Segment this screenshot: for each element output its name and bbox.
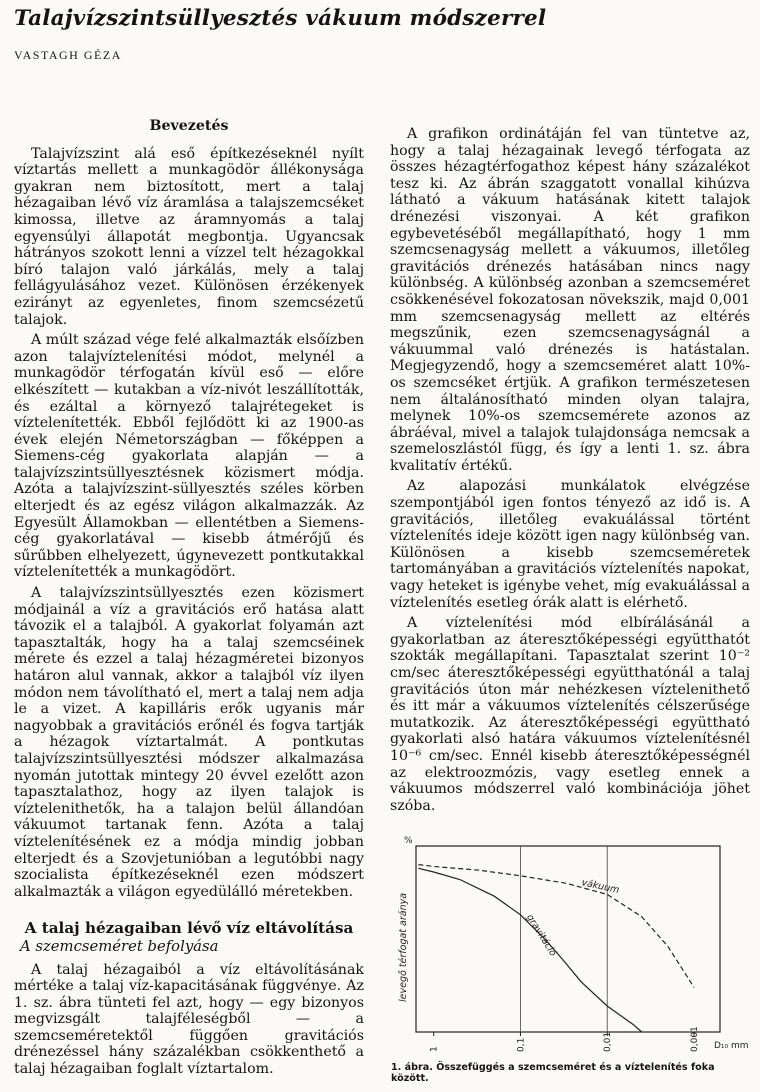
paragraph-right-1: A grafikon ordinátáján fel van tüntetve az, hogy a talaj hézagainak levegő térfogata az összes hézagtérfogathoz képest hány százalékot tesz ki. Az ábrán szaggatott vonallal kihúzva látható a vákuum hatásának kitett talajok drénezési viszonyai. A két grafikon egybevetéséből megállapítható, hogy 1 mm szemcsenagyság mellett a vákuumos, illetőleg gravitációs drénezés hatásában nincs nagy különbség. A különbség azonban a szemcseméret csökkenésével fokozatosan növekszik, majd 0,001 mm szemcsenagyság mellett az eltérés megszűnik, ezen szemcsenagyságnál a vákuummal való drénezés is hatástalan. Megjegyzendő, hogy a szemcseméret alatt 10%-os szemcséket értjük. A grafikon természetesen nem általánosítható minden olyan talajra, melynek 10%-os szemcsemérete azonos az ábráéval, mivel a talajok tulajdonsága nemcsak a szemeloszlástól függ, és így a lenti 1. sz. ábra kvalitatív értékű. (390, 126, 750, 474)
subsection-heading: A szemcseméret befolyása (20, 937, 219, 955)
x-tick-label: 0,1 (516, 1037, 527, 1052)
y-axis-label: levegő térfogat aránya (398, 892, 409, 1002)
paragraph-intro-3: A talajvízszintsüllyesztés ezen közismert módjainál a víz a gravitációs erő hatása alatt távozik el a talajból. A gyakorlat folyamán azt tapasztalták, hogy ha a talaj szemcséinek mérete és ezzel a talaj hézagméretei bizonyos határon alul vannak, akkor a talajból víz ilyen módon nem távolítható el, mert a talaj nem adja le a vizet. A kapilláris erők ugyanis már nagyobbak a gravitációs erőnél és fogva tartják a hézagok víztartalmát. A pontkutas talajvízszintsüllyesztési módszer alkalmazása nyomán jutottak mintegy 20 évvel ezelőtt azon tapasztalathoz, hogy az ilyen talajok is víztelenithetők, ha a talajon belül állandóan vákuumot tartanak fenn. Azóta a talaj víztelenítésének ez a módja mindig jobban elterjedt és a Szovjetunióban a legutóbbi nagy szocialista építkezéseknél ezen módszert alkalmazták a világon egyedülálló méretekben. (14, 585, 364, 900)
author-name: VASTAGH GÉZA (14, 48, 122, 62)
figure-1 (390, 832, 750, 1060)
series-label-gravitacio: gravitáció (524, 912, 559, 959)
paragraph-right-2: Az alapozási munkálatok elvégzése szempontjából igen fontos tényező az idő is. A gravitációs, illetőleg evakuálással történt víztelenítés ideje között igen nagy különbség van. Különösen a kisebb szemcseméretek tartományában a gravitációs víztelenítés napokat, vagy heteket is igénybe vehet, míg evakuálással a víztelenítés esetleg órák alatt is elérhető. (390, 478, 750, 611)
x-axis-label: D₁₀ mm (714, 1041, 749, 1051)
paragraph-intro-1: Talajvízszint alá eső építkezéseknél nyílt víztartás mellett a munkagödör állékonysága gyakran nem biztosított, mert a talaj hézagaiban lévő víz áramlása a talajszemcséket kimossa, illetve az áramnyomás a talaj egyensúlyi állapotát megbontja. Ugyancsak hátrányos szokott lenni a vízzel telt hézagokkal bíró talajon való járkálás, mely a talaj fellágyulásához vezet. Különösen érzékenyek ezirányt az egyenletes, finom szemcsézetű talajok. (14, 145, 364, 328)
paragraph-right-3: A víztelenítési mód elbírálásánál a gyakorlatban az áteresztőképességi együtthatót szokták megállapítani. Tapasztalat szerint 10⁻² cm/sec áteresztőképességi együtthatónál a talaj gravitációs úton már nehézkesen víztelenithető és itt már a vákuumos víztelenítés célszerűsége mutatkozik. Az áteresztőképességi együttható gyakorlati alsó határa vákuumos víztelenítésnél 10⁻⁶ cm/sec. Ennél kisebb áteresztőképességnél az elektroozmózis, vagy esetleg ennek a vákuumos módszerrel való kombinációja jöhet szóba. (390, 615, 750, 814)
series-label-vakuum: vákuum (580, 877, 621, 896)
section-heading: A talaj hézagaiban lévő víz eltávolítása (24, 919, 354, 938)
y-axis-unit: % (404, 836, 413, 846)
plot-frame (416, 846, 720, 1032)
right-column (390, 126, 750, 818)
chart-svg (390, 832, 750, 1060)
intro-heading: Bevezetés (149, 118, 229, 134)
x-tick-label: 0,001 (689, 1026, 700, 1052)
left-column (14, 118, 364, 1078)
x-tick-label: 0,01 (603, 1031, 614, 1052)
x-tick-label: 1 (429, 1046, 440, 1052)
figure-caption: 1. ábra. Összefüggés a szemcseméret és a víztelenítés foka között. (391, 1062, 715, 1084)
paragraph-intro-2: A múlt század vége felé alkalmazták elsőízben azon talajvíztelenítési módot, melynél a munkagödör térfogatán kívül eső — előre elkészített — kutakban a víz-nivót leszállították, és ezáltal a környező talajrétegeket is víztelenítették. Ebből fejlődött ki az 1900-as évek elején Németországban — főképpen a Siemens-cég gyakorlata alapján — a talajvízszintsüllyesztésnek közismert módja. Azóta a talajvízszint-süllyesztés széles körben elterjedt és az egész világon alkalmazzák. Az Egyesült Államokban — ellentétben a Siemens-cég gyakorlatával — kisebb átmérőjű és sűrűbben elhelyezett, úgynevezett pontkutakkal víztelenítették a munkagödört. (14, 332, 364, 581)
article-title: Talajvízszintsüllyesztés vákuum módszerrel (14, 6, 547, 31)
paragraph-section-1: A talaj hézagaiból a víz eltávolításának mértéke a talaj víz-kapacitásának függvénye. Az 1. sz. ábra tünteti fel azt, hogy — egy bizonyos megvizsgált talajféleségből — a szemcseméretektől függően gravitációs drénezéssel hány százalékban csökkenthető a talaj hézagaiban foglalt víztartalom. (14, 961, 364, 1078)
series-line-vakuum (418, 865, 694, 988)
